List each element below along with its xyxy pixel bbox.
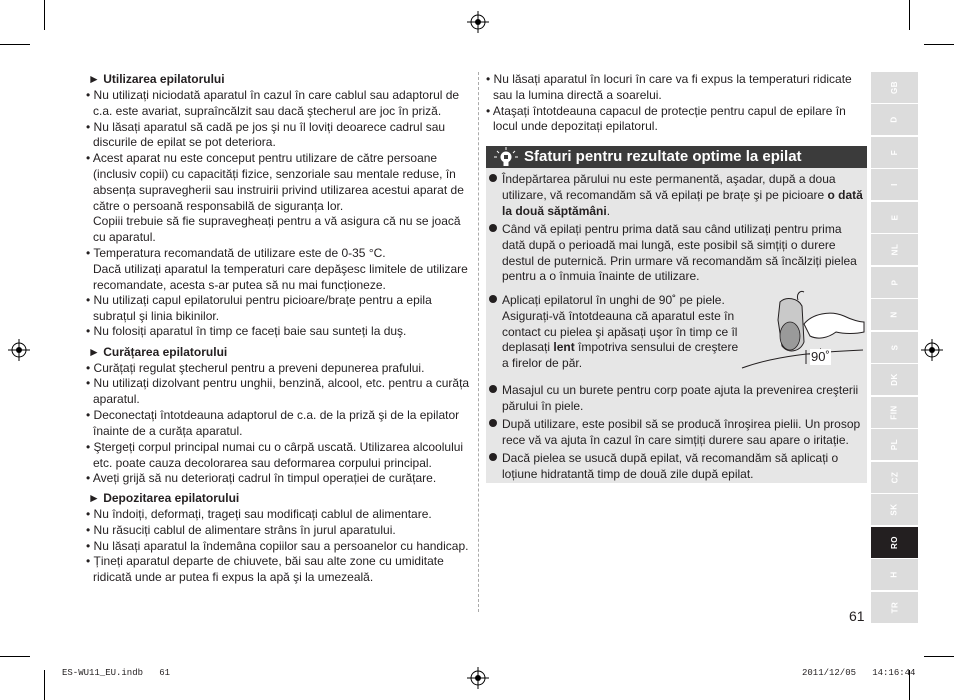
tab-n[interactable]: N <box>871 299 918 330</box>
registration-mark-icon <box>467 11 489 33</box>
text-line: Când vă epilați pentru prima dată sau când utilizați pentru prima <box>502 222 842 236</box>
text-line: cu aparatul. <box>93 230 156 244</box>
text-line: a firelor de păr. <box>502 356 583 370</box>
text-line: Dacă utilizați aparatul la temperaturi care depăşesc limitele de utilizare <box>93 262 468 276</box>
text-line: recomandate, acesta s-ar putea să nu mai funcționeze. <box>93 278 386 292</box>
text-line: aparatul. <box>93 392 140 406</box>
angle-label: 90˚ <box>811 349 830 364</box>
bullet-line: • Nu utilizați dizolvant pentru unghii, benzină, alcool, etc. pentru a curăța <box>86 376 470 390</box>
text-line: utilizare, vă recomandăm să vă epilați pe brațe şi pe picioare o dată <box>502 188 863 202</box>
text-line: rece vă va ajuta în cazul în care simțiți durere sau apare o iritație. <box>502 433 849 447</box>
bullet-line: • Nu răsuciți cablul de alimentare strâns în jurul aparatului. <box>86 523 396 537</box>
tab-nl[interactable]: NL <box>871 234 918 265</box>
crop-mark <box>909 0 910 30</box>
bullet-dot <box>489 174 497 182</box>
text-line: ridicată unde ar putea fi expus la apă şi la umezeală. <box>93 570 374 584</box>
section-heading-cleaning: ► Curățarea epilatorului <box>88 345 228 359</box>
crop-mark <box>0 656 30 657</box>
bullet-line: • Nu lăsați aparatul la îndemâna copiilor sau a persoanelor cu handicap. <box>86 539 469 553</box>
crop-mark <box>0 44 30 45</box>
tab-sk[interactable]: SK <box>871 494 918 525</box>
bullet-dot <box>489 224 497 232</box>
text-line: Îndepărtarea părului nu este permanentă, aşadar, după a doua <box>502 172 836 186</box>
section-heading-usage: ► Utilizarea epilatorului <box>88 72 225 86</box>
crop-mark <box>44 670 45 700</box>
text-line: pentru a o înmuia înainte de utilizare. <box>502 269 700 283</box>
text-line: absența supravegherii sau instruirii privind utilizarea acestui aparat de <box>93 183 464 197</box>
column-divider <box>478 72 480 612</box>
bullet-line: • Aveți grijă să nu deteriorați cadrul în timpul operației de curățare. <box>86 471 437 485</box>
bullet-line: • Temperatura recomandată de utilizare este de 0-35 °C. <box>86 246 386 260</box>
text-line: Aplicați epilatorul în unghi de 90˚ pe piele. <box>502 293 725 307</box>
footer-datetime: 2011/12/05 14:16:44 <box>802 668 916 678</box>
registration-mark-icon <box>467 667 489 689</box>
text-line: la două săptămâni. <box>502 204 611 218</box>
tab-cz[interactable]: CZ <box>871 462 918 493</box>
text-line: înainte de a curăța aparatul. <box>93 424 243 438</box>
text-line: Copiii trebuie să fie supravegheați pentru a vă asigura că nu se joacă <box>93 214 461 228</box>
text-line: După utilizare, este posibil să se producă înroşirea pielii. Un prosop <box>502 417 861 431</box>
bullet-line: • Deconectați întotdeauna adaptorul de c.a. de la priză şi de la epilator <box>86 408 460 422</box>
text-line: Dacă pielea se usucă după epilat, vă recomandăm să aplicați o <box>502 451 839 465</box>
tab-gb[interactable]: GB <box>871 72 918 103</box>
tab-p[interactable]: P <box>871 267 918 298</box>
text-line: dată după o perioadă mai lungă, este posibil să simțiți o durere <box>502 238 836 252</box>
bullet-line: • Nu utilizați capul epilatorului pentru picioare/brațe pentru a epila <box>86 293 432 307</box>
text-line: discurile de epilat se pot deteriora. <box>93 135 276 149</box>
bullet-line: • Nu folosiți aparatul în timp ce faceți baie sau sunteți la duş. <box>86 324 407 338</box>
crop-mark <box>924 656 954 657</box>
bullet-line: • Acest aparat nu este conceput pentru utilizare de către persoane <box>86 151 438 165</box>
page-number: 61 <box>849 608 865 624</box>
tips-title: Sfaturi pentru rezultate optime la epilat <box>524 148 802 165</box>
bullet-line: • Nu lăsați aparatul să cadă pe jos şi nu îl loviți deoarece cadrul sau <box>86 120 446 134</box>
tab-ro[interactable]: RO <box>871 527 918 558</box>
bullet-line: • Țineți aparatul departe de chiuvete, băi sau alte zone cu umiditate <box>86 554 444 568</box>
bullet-line: • Curățați regulat ştecherul pentru a preveni depunerea prafului. <box>86 361 425 375</box>
text-line: deplasați lent împotriva sensului de creştere <box>502 340 739 354</box>
text-line: Masajul cu un burete pentru corp poate ajuta la prevenirea creşterii <box>502 383 859 397</box>
registration-mark-icon <box>921 339 943 361</box>
footer-file: ES-WU11_EU.indb 61 <box>62 668 171 678</box>
tab-d[interactable]: D <box>871 104 918 135</box>
light-bulb-icon <box>491 146 521 168</box>
bullet-dot <box>489 453 497 461</box>
bullet-dot <box>489 385 497 393</box>
crop-mark <box>924 44 954 45</box>
tab-tr[interactable]: TR <box>871 592 918 623</box>
bullet-dot <box>489 295 497 303</box>
text-line: subrațul şi linia bikinilor. <box>93 309 220 323</box>
bullet-line: • Ştergeți corpul principal numai cu o cârpă uscată. Utilizarea alcoolului <box>86 440 464 454</box>
bullet-line: • Nu îndoiți, deformați, trageți sau modificați cablul de alimentare. <box>86 507 432 521</box>
bullet-line: • Nu utilizați niciodată aparatul în cazul în care cablul sau adaptorul de <box>86 88 460 102</box>
tab-fin[interactable]: FIN <box>871 397 918 428</box>
registration-mark-icon <box>8 339 30 361</box>
text-line: destul de puternică. Prin urmare vă recomandăm să încălziți pielea <box>502 254 857 268</box>
epilator-angle-illustration <box>740 290 865 372</box>
text-line: contact cu pielea şi apăsați uşor în timp ce îl <box>502 325 738 339</box>
crop-mark <box>44 0 45 30</box>
text-line: etc. poate cauza decolorarea sau deformarea corpului principal. <box>93 456 432 470</box>
tab-e[interactable]: E <box>871 202 918 233</box>
bullet-dot <box>489 419 497 427</box>
text-line: Asigurați-vă întotdeauna că aparatul este în <box>502 309 735 323</box>
tab-pl[interactable]: PL <box>871 429 918 460</box>
text-line: loțiune hidratantă timp de două zile după epilat. <box>502 467 754 481</box>
bullet-line: • Ataşați întotdeauna capacul de protecție pentru capul de epilare în <box>486 104 846 118</box>
text-line: locul unde depozitați epilatorul. <box>493 119 658 133</box>
bullet-line: • Nu lăsați aparatul în locuri în care va fi expus la temperaturi ridicate <box>486 72 852 86</box>
text-line: (inclusiv copii) cu capacități fizice, senzoriale sau mentale reduse, în <box>93 167 456 181</box>
text-line: sau la lumina directă a soarelui. <box>493 88 662 102</box>
tab-dk[interactable]: DK <box>871 364 918 395</box>
tab-f[interactable]: F <box>871 137 918 168</box>
tab-h[interactable]: H <box>871 559 918 590</box>
tab-s[interactable]: S <box>871 332 918 363</box>
section-heading-storage: ► Depozitarea epilatorului <box>88 491 240 505</box>
text-line: către o persoană responsabilă de siguranța lor. <box>93 199 344 213</box>
tab-i[interactable]: I <box>871 169 918 200</box>
text-line: părului în piele. <box>502 399 584 413</box>
text-line: c.a. este avariat, supraîncălzit sau dacă ştecherul are joc în priză. <box>93 104 442 118</box>
